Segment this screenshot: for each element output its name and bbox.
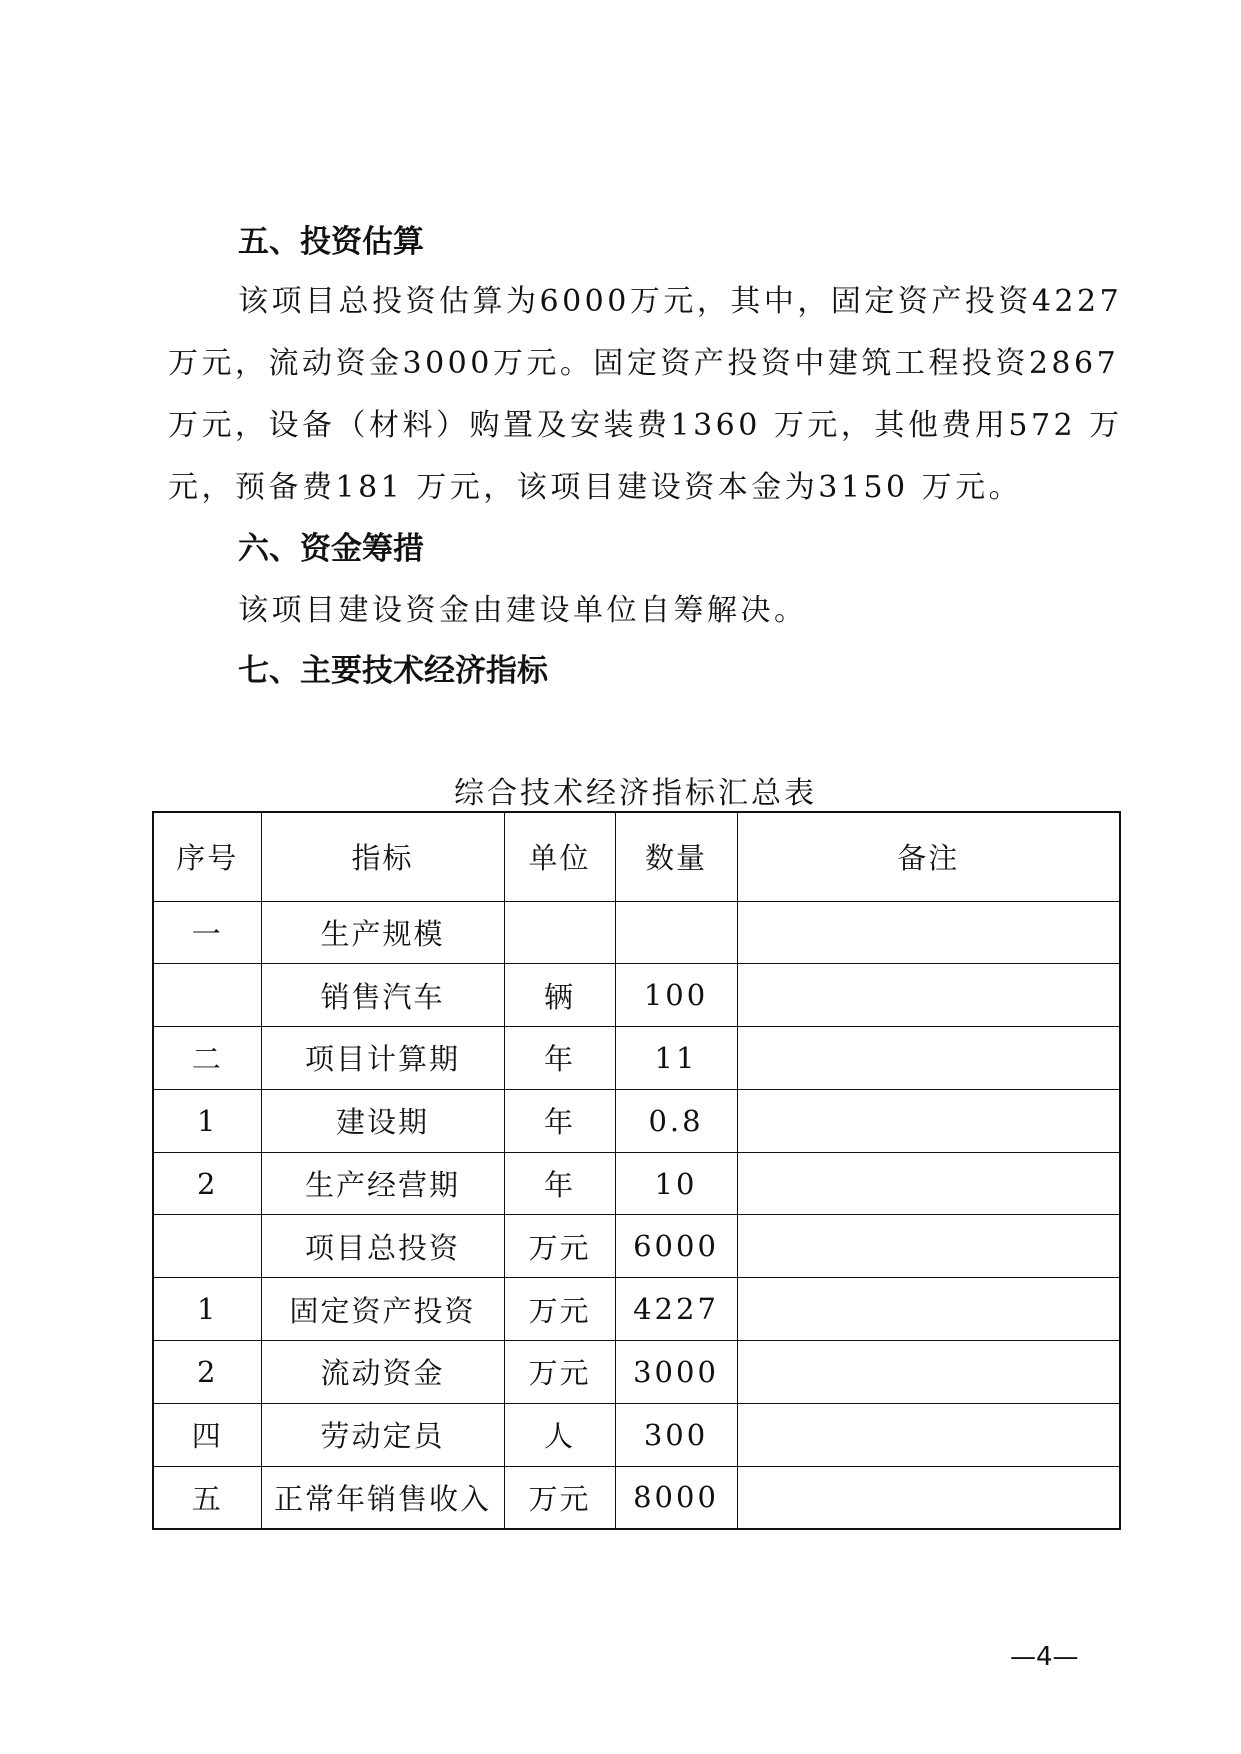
cell-quantity: 300 xyxy=(615,1403,737,1466)
section-heading-funding: 六、资金筹措 xyxy=(238,531,424,567)
cell-quantity: 100 xyxy=(615,964,737,1027)
investment-paragraph-line-1: 该项目总投资估算为6000万元，其中，固定资产投资4227 xyxy=(238,284,1123,319)
table-row xyxy=(153,901,1120,964)
cell-remarks xyxy=(737,1278,1120,1341)
cell-index xyxy=(153,964,261,1027)
cell-unit: 年 xyxy=(504,1152,615,1215)
header-indicator: 指标 xyxy=(261,812,504,901)
cell-unit: 万元 xyxy=(504,1278,615,1341)
cell-unit: 万元 xyxy=(504,1466,615,1529)
cell-quantity: 8000 xyxy=(615,1466,737,1529)
indicator-summary-table xyxy=(152,811,1121,1530)
table-row xyxy=(153,964,1120,1027)
cell-index: 五 xyxy=(153,1466,261,1529)
header-unit: 单位 xyxy=(504,812,615,901)
cell-quantity: 0.8 xyxy=(615,1089,737,1152)
cell-index: 2 xyxy=(153,1152,261,1215)
cell-remarks xyxy=(737,1466,1120,1529)
header-index: 序号 xyxy=(153,812,261,901)
cell-unit: 年 xyxy=(504,1089,615,1152)
cell-indicator: 劳动定员 xyxy=(261,1403,504,1466)
cell-index: 1 xyxy=(153,1089,261,1152)
cell-index: 二 xyxy=(153,1027,261,1090)
cell-indicator: 生产规模 xyxy=(261,901,504,964)
cell-remarks xyxy=(737,1215,1120,1278)
cell-quantity: 11 xyxy=(615,1027,737,1090)
investment-paragraph-line-3: 万元，设备（材料）购置及安装费1360 万元，其他费用572 万 xyxy=(168,408,1123,443)
cell-unit: 万元 xyxy=(504,1215,615,1278)
table-row xyxy=(153,1278,1120,1341)
cell-indicator: 项目总投资 xyxy=(261,1215,504,1278)
section-heading-investment: 五、投资估算 xyxy=(238,224,424,260)
cell-unit: 年 xyxy=(504,1027,615,1090)
cell-quantity xyxy=(615,901,737,964)
cell-index: 1 xyxy=(153,1278,261,1341)
cell-indicator: 销售汽车 xyxy=(261,964,504,1027)
header-remarks: 备注 xyxy=(737,812,1120,901)
cell-index xyxy=(153,1215,261,1278)
cell-unit: 辆 xyxy=(504,964,615,1027)
funding-paragraph: 该项目建设资金由建设单位自筹解决。 xyxy=(238,593,808,628)
cell-remarks xyxy=(737,1403,1120,1466)
cell-remarks xyxy=(737,964,1120,1027)
cell-indicator: 固定资产投资 xyxy=(261,1278,504,1341)
table-row xyxy=(153,1466,1120,1529)
cell-index: 2 xyxy=(153,1341,261,1404)
cell-indicator: 项目计算期 xyxy=(261,1027,504,1090)
table-row xyxy=(153,1089,1120,1152)
table-row xyxy=(153,1215,1120,1278)
cell-unit: 人 xyxy=(504,1403,615,1466)
table-row xyxy=(153,1027,1120,1090)
table-header-row xyxy=(153,812,1120,901)
table-row xyxy=(153,1341,1120,1404)
cell-quantity: 3000 xyxy=(615,1341,737,1404)
cell-index: 一 xyxy=(153,901,261,964)
cell-indicator: 建设期 xyxy=(261,1089,504,1152)
cell-indicator: 流动资金 xyxy=(261,1341,504,1404)
cell-indicator: 生产经营期 xyxy=(261,1152,504,1215)
cell-unit: 万元 xyxy=(504,1341,615,1404)
investment-paragraph-line-2: 万元，流动资金3000万元。固定资产投资中建筑工程投资2867 xyxy=(168,346,1120,381)
cell-remarks xyxy=(737,1089,1120,1152)
cell-quantity: 6000 xyxy=(615,1215,737,1278)
page-number: —4— xyxy=(1010,1642,1079,1672)
section-heading-indicators: 七、主要技术经济指标 xyxy=(238,653,548,689)
table-row xyxy=(153,1403,1120,1466)
cell-indicator: 正常年销售收入 xyxy=(261,1466,504,1529)
cell-unit xyxy=(504,901,615,964)
table-row xyxy=(153,1152,1120,1215)
investment-paragraph-line-4: 元，预备费181 万元，该项目建设资本金为3150 万元。 xyxy=(168,470,1023,505)
cell-remarks xyxy=(737,1341,1120,1404)
cell-quantity: 10 xyxy=(615,1152,737,1215)
cell-index: 四 xyxy=(153,1403,261,1466)
cell-remarks xyxy=(737,1027,1120,1090)
cell-remarks xyxy=(737,1152,1120,1215)
cell-remarks xyxy=(737,901,1120,964)
header-quantity: 数量 xyxy=(615,812,737,901)
cell-quantity: 4227 xyxy=(615,1278,737,1341)
table-caption: 综合技术经济指标汇总表 xyxy=(454,776,817,811)
